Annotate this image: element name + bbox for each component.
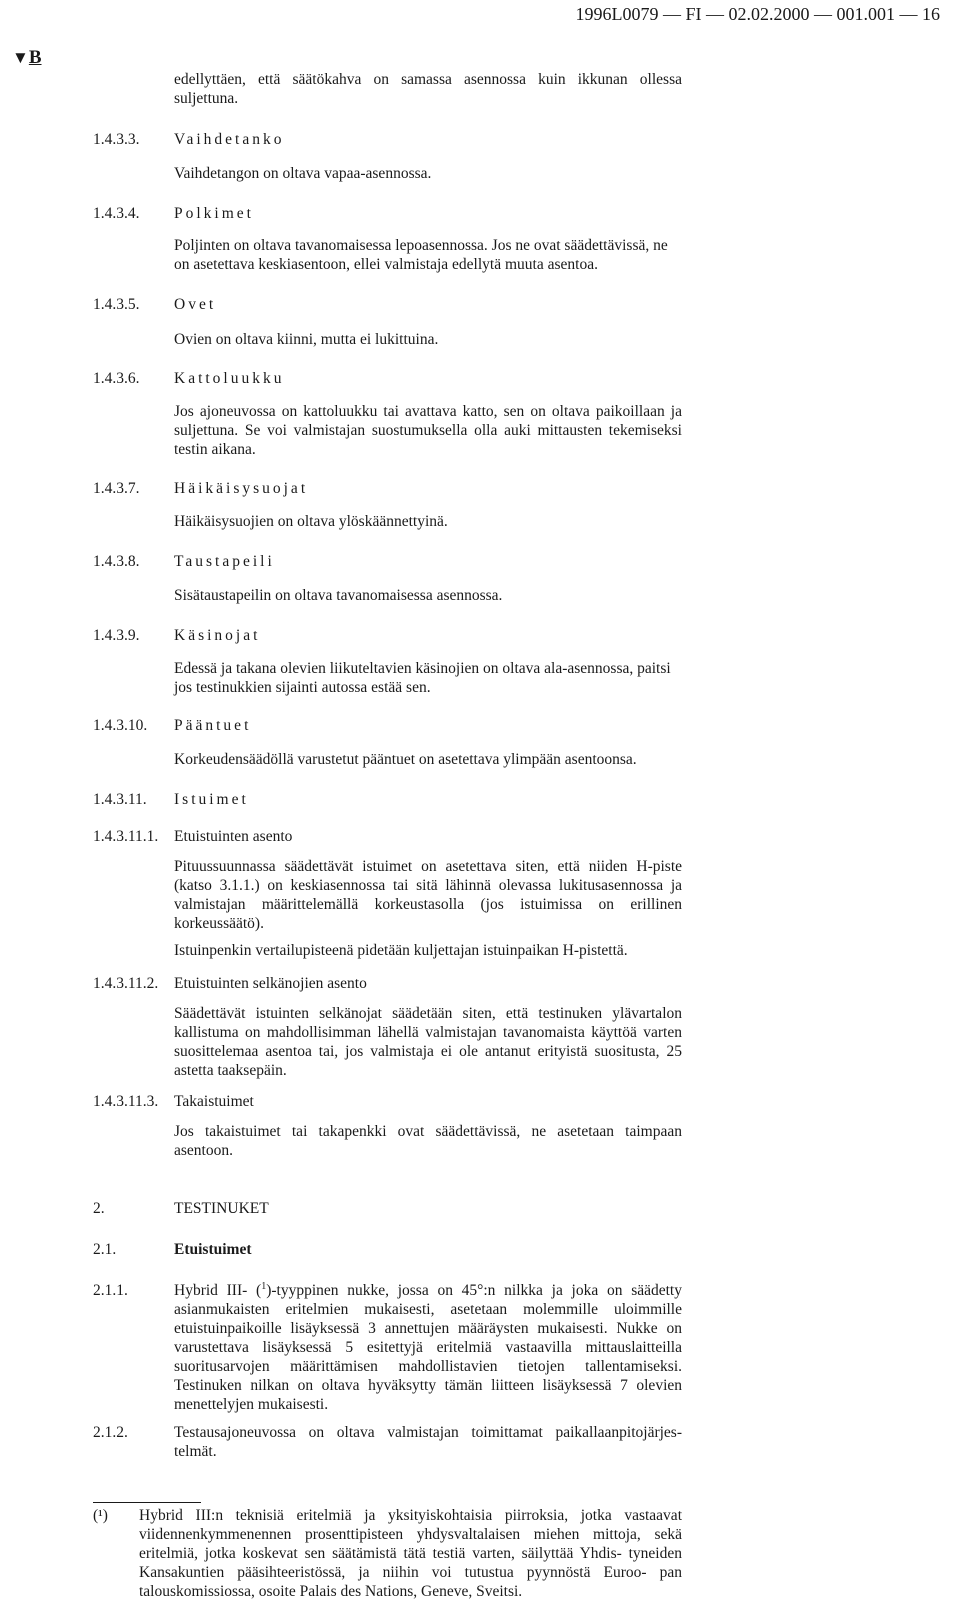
section-body: Häikäisysuojien on oltava ylöskäännettyinä.	[174, 513, 448, 530]
section-body: Korkeudensäädöllä varustetut pääntuet on asetettava ylimpään asentoonsa.	[174, 751, 637, 768]
section-body: Ovien on oltava kiinni, mutta ei lukittuina.	[174, 331, 439, 348]
section-body: Vaihdetangon on oltava vapaa-asennossa.	[174, 165, 432, 182]
section-title: Polkimet	[174, 205, 254, 222]
section-title: Taustapeili	[174, 553, 275, 570]
item-text	[174, 1281, 682, 1414]
footnote-rule	[93, 1502, 201, 1503]
section-body: Sisätaustapeilin on oltava tavanomaisessa asennossa.	[174, 587, 503, 604]
section-number: 1.4.3.8.	[93, 553, 140, 570]
section-title: Pääntuet	[174, 717, 252, 734]
section-title: Häikäisysuojat	[174, 480, 309, 497]
subsection-body: Pituussuunnassa säädettävät istuimet on asetettava siten, että niiden H-piste (katso 3.1.1.) on keskiasennossa tai sitä lähinnä olevassa lukitusasennossa ja valmistajan määrittelemällä korkeustasolla (jos istuimissa on erillinen korkeussäätö).	[174, 858, 682, 932]
item-text: Testausajoneuvossa on oltava valmistajan toimittamat paikallaanpitojärjes- telmät.	[174, 1424, 682, 1460]
amendment-marker	[12, 48, 42, 67]
section-title: Käsinojat	[174, 627, 261, 644]
section-number: 1.4.3.4.	[93, 205, 140, 222]
subsection-number: 1.4.3.11.3.	[93, 1093, 159, 1110]
document-header: 1996L0079 — FI — 02.02.2000 — 001.001 — 16	[575, 4, 940, 24]
chapter-title: TESTINUKET	[174, 1200, 269, 1217]
section-number: 1.4.3.11.	[93, 791, 147, 808]
section-title: Ovet	[174, 296, 217, 313]
subsection-title: Etuistuinten asento	[174, 828, 293, 845]
section-number: 1.4.3.5.	[93, 296, 140, 313]
section-title: Vaihdetanko	[174, 131, 285, 148]
footnote-mark: (¹)	[93, 1507, 108, 1524]
section-body: Jos ajoneuvossa on kattoluukku tai avattava katto, sen on oltava paikoillaan ja suljettuna. Se voi valmistajan suostumuksella olla auki mittausten tekemiseksi testin aikana.	[174, 403, 682, 458]
triangle-down-icon: ▼	[12, 48, 29, 67]
item-number: 2.1.2.	[93, 1424, 128, 1441]
item-number: 2.1.1.	[93, 1282, 128, 1299]
footnote-ref: 1	[261, 1280, 267, 1292]
section-number: 1.4.3.7.	[93, 480, 140, 497]
subsection-body: Jos takaistuimet tai takapenkki ovat säädettävissä, ne asetetaan taimpaan asentoon.	[174, 1123, 682, 1159]
section-body: Poljinten on oltava tavanomaisessa lepoasennossa. Jos ne ovat säädettävissä, ne on asetettava keskiasentoon, ellei valmistaja edellytä muuta asentoa.	[174, 237, 668, 273]
subsection-title: Etuistuinten selkänojien asento	[174, 975, 367, 992]
subsection-title: Takaistuimet	[174, 1093, 254, 1110]
section-number: 1.4.3.6.	[93, 370, 140, 387]
section-number: 1.4.3.9.	[93, 627, 140, 644]
subsection-body: Säädettävät istuinten selkänojat säädetään siten, että testinuken ylävartalon kallistuma on mahdollisimman lähellä valmistajan tavanomaista käyttöä varten suosittelemaa asentoa tai, jos valmistaja ei ole antanut erityistä suositusta, 25 astetta taaksepäin.	[174, 1005, 682, 1079]
item-text-end: )-tyyppinen nukke, jossa on 45°:n nilkka ja joka on säädetty asianmukaisten eritelmien mukaisesti, asetetaan molemmille uloimmille etuistuinpaikoille lisäyksessä 3 annettujen määräysten mukaisesti. Nukke on varustettava lisäyksessä 5 esitettyjä eritelmiä vastaavilla mittauslaitteilla suoritusarvojen määrittämisen mahdollistavien tietojen tallentamiseksi. Testinuken nilkan on oltava hyväksytty tämän liitteen lisäyksessä 7 olevien menettelyjen mukaisesti.	[174, 1282, 682, 1413]
subsection-number: 1.4.3.11.2.	[93, 975, 159, 992]
subsection-number: 1.4.3.11.1.	[93, 828, 159, 845]
section-title: Kattoluukku	[174, 370, 285, 387]
marker-letter: B	[28, 47, 42, 68]
chapter-sub-title: Etuistuimet	[174, 1241, 252, 1258]
continuation-text: edellyttäen, että säätökahva on samassa asennossa kuin ikkunan ollessa suljettuna.	[174, 71, 682, 107]
section-number: 1.4.3.10.	[93, 717, 148, 734]
footnote-text: Hybrid III:n teknisiä eritelmiä ja yksityiskohtaisia piirroksia, jotka vastaavat viidennenkymmenennen prosenttipisteen yhdysvaltalaisen miehen mittoja, sekä eritelmiä, jotka koskevat sen säätämistä tätä testiä varten, säilyttää Yhdis- tyneiden Kansakuntien pääsihteeristössä, ja niihin voi tutustua pyynnöstä Euroo- pan talouskomissiossa, osoite Palais des Nations, Geneve, Sveitsi.	[139, 1507, 682, 1600]
section-number: 1.4.3.3.	[93, 131, 140, 148]
section-title: Istuimet	[174, 791, 249, 808]
item-text-start: Hybrid III- (	[174, 1282, 262, 1299]
chapter-number: 2.	[93, 1200, 105, 1217]
section-body: Edessä ja takana olevien liikuteltavien käsinojien on oltava ala-asennossa, paitsi jos testinukkien sijainti autossa estää sen.	[174, 660, 671, 696]
subsection-body: Istuinpenkin vertailupisteenä pidetään kuljettajan istuinpaikan H-pistettä.	[174, 942, 628, 959]
chapter-sub-number: 2.1.	[93, 1241, 117, 1258]
